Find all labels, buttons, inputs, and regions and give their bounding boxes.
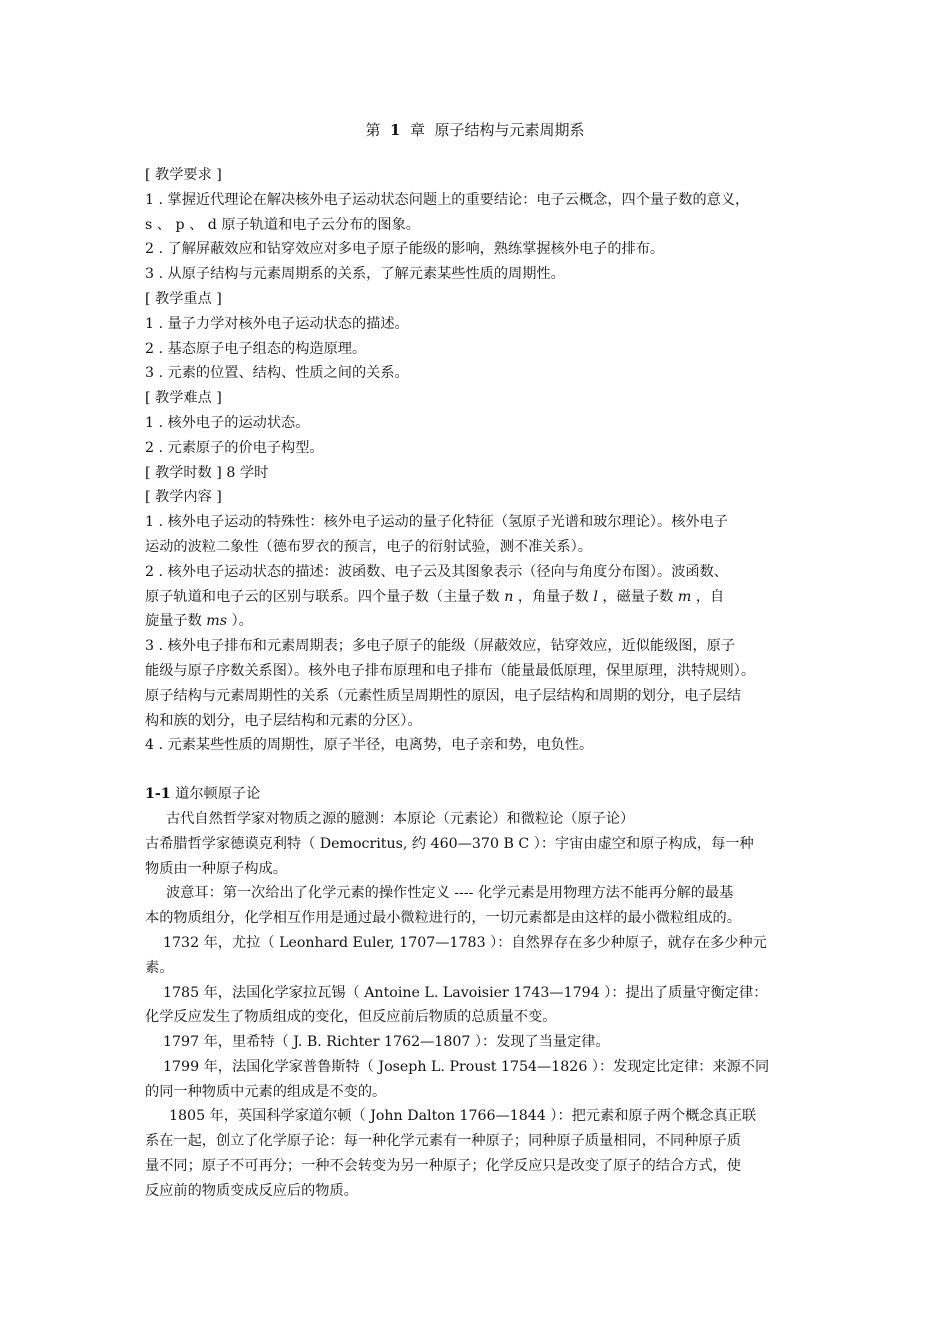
paragraph-h4: 反应前的物质变成反应后的物质。 xyxy=(145,1182,358,1199)
content-3a: 3 . 核外电子排布和元素周期表；多电子原子的能级（屏蔽效应，钻穿效应，近似能级图，原子 xyxy=(145,638,736,655)
content-2b-text: ，自 xyxy=(695,588,725,605)
paragraph-f1: 1797 年，里希特（ J. B. Richter 1762—1807 ）：发现了当量定律。 xyxy=(163,1034,610,1051)
requirement-2: 2 . 了解屏蔽效应和钻穿效应对多电子原子能级的影响，熟练掌握核外电子的排布。 xyxy=(145,241,665,258)
paragraph-b2: 物质由一种原子构成。 xyxy=(145,860,287,877)
variable-n: n xyxy=(504,588,514,605)
key-point-3: 3 . 元素的位置、结构、性质之间的关系。 xyxy=(145,365,409,382)
content-3c: 原子结构与元素周期性的关系（元素性质呈周期性的原因，电子层结构和周期的划分，电子层结 xyxy=(145,687,741,704)
paragraph-g1: 1799 年，法国化学家普鲁斯特（ Joseph L. Proust 1754—1826 ）：发现定比定律：来源不同 xyxy=(163,1058,770,1075)
content-2c-text: ）。 xyxy=(231,613,253,630)
paragraph-h1: 1805 年，英国科学家道尔顿（ John Dalton 1766—1844 ）：把元素和原子两个概念真正联 xyxy=(169,1108,757,1125)
content-1b: 运动的波粒二象性（德布罗衣的预言，电子的衍射试验，测不准关系）。 xyxy=(145,538,592,555)
content-2c-text: 旋量子数 xyxy=(145,613,202,630)
title-prefix: 第 xyxy=(365,121,381,139)
content-2b xyxy=(145,585,807,610)
content-2c xyxy=(145,609,807,634)
requirement-1b: s 、 p 、 d 原子轨道和电子云分布的图象。 xyxy=(145,216,420,233)
title-mid: 章 xyxy=(409,121,425,139)
content-2b-text: ，角量子数 xyxy=(517,588,589,605)
difficulties-header: [ 教学难点 ] xyxy=(145,390,222,407)
content-header: [ 教学内容 ] xyxy=(145,489,222,506)
variable-m: m xyxy=(677,588,692,605)
paragraph-e2: 化学反应发生了物质组成的变化，但反应前后物质的总质量不变。 xyxy=(145,1009,557,1026)
content-2b-text: 原子轨道和电子云的区别与联系。四个量子数（主量子数 xyxy=(145,588,500,605)
content-3b: 能级与原子序数关系图）。核外电子排布原理和电子排布（能量最低原理，保里原理，洪特规则）。 xyxy=(145,662,756,679)
chapter-number: 1 xyxy=(390,121,401,139)
section-title: 道尔顿原子论 xyxy=(175,786,261,803)
paragraph-h3: 量不同；原子不可再分；一种不会转变为另一种原子；化学反应只是改变了原子的结合方式，使 xyxy=(145,1158,741,1175)
content-2a: 2 . 核外电子运动状态的描述：波函数、电子云及其图象表示（径向与角度分布图）。波函数、 xyxy=(145,563,728,580)
requirement-3: 3 . 从原子结构与元素周期系的关系，了解元素某些性质的周期性。 xyxy=(145,266,565,283)
paragraph-c1: 波意耳：第一次给出了化学元素的操作性定义 ---- 化学元素是用物理方法不能再分解的最基 xyxy=(166,885,734,902)
section-number: 1-1 xyxy=(145,786,171,803)
section-gap xyxy=(145,758,807,782)
paragraph-a1: 古代自然哲学家对物质之源的臆测：本原论（元素论）和微粒论（原子论） xyxy=(166,810,635,827)
content-2b-text: ，磁量子数 xyxy=(602,588,674,605)
document-body xyxy=(145,163,807,1204)
content-3d: 构和族的划分，电子层结构和元素的分区）。 xyxy=(145,712,422,729)
content-4: 4 . 元素某些性质的周期性，原子半径，电离势，电子亲和势，电负性。 xyxy=(145,737,594,754)
key-points-header: [ 教学重点 ] xyxy=(145,290,222,307)
paragraph-d2: 素。 xyxy=(145,959,174,976)
requirement-1a: 1 . 掌握近代理论在解决核外电子运动状态问题上的重要结论：电子云概念，四个量子数的意义， xyxy=(145,191,750,208)
requirements-header: [ 教学要求 ] xyxy=(145,167,222,183)
paragraph-g2: 的同一种物质中元素的组成是不变的。 xyxy=(145,1083,387,1100)
key-point-1: 1 . 量子力学对核外电子运动状态的描述。 xyxy=(145,315,409,332)
paragraph-h2: 系在一起，创立了化学原子论：每一种化学元素有一种原子；同种原子质量相同，不同种原子质 xyxy=(145,1133,741,1150)
paragraph-c2: 本的物质组分，化学相互作用是通过最小微粒进行的，一切元素都是由这样的最小微粒组成的。 xyxy=(145,910,741,927)
paragraph-b1: 古希腊哲学家德谟克利特（ Democritus, 约 460—370 B C ）：宇宙由虚空和原子构成，每一种 xyxy=(145,835,754,852)
difficulty-2: 2 . 元素原子的价电子构型。 xyxy=(145,439,324,456)
difficulty-1: 1 . 核外电子的运动状态。 xyxy=(145,414,310,431)
chapter-title xyxy=(0,120,950,140)
paragraph-d1: 1732 年，尤拉（ Leonhard Euler, 1707—1783 ）：自然界存在多少种原子，就存在多少种元 xyxy=(163,934,767,951)
variable-ms: ms xyxy=(206,613,228,630)
teaching-hours: [ 教学时数 ] 8 学时 xyxy=(145,464,269,481)
paragraph-e1: 1785 年，法国化学家拉瓦锡（ Antoine L. Lavoisier 1743—1794 ）：提出了质量守衡定律： xyxy=(163,984,768,1001)
key-point-2: 2 . 基态原子电子组态的构造原理。 xyxy=(145,340,367,357)
content-1a: 1 . 核外电子运动的特殊性：核外电子运动的量子化特征（氢原子光谱和玻尔理论）。核外电子 xyxy=(145,514,728,531)
section-heading xyxy=(145,782,807,807)
chapter-name: 原子结构与元素周期系 xyxy=(434,121,585,139)
variable-l: l xyxy=(593,588,598,605)
